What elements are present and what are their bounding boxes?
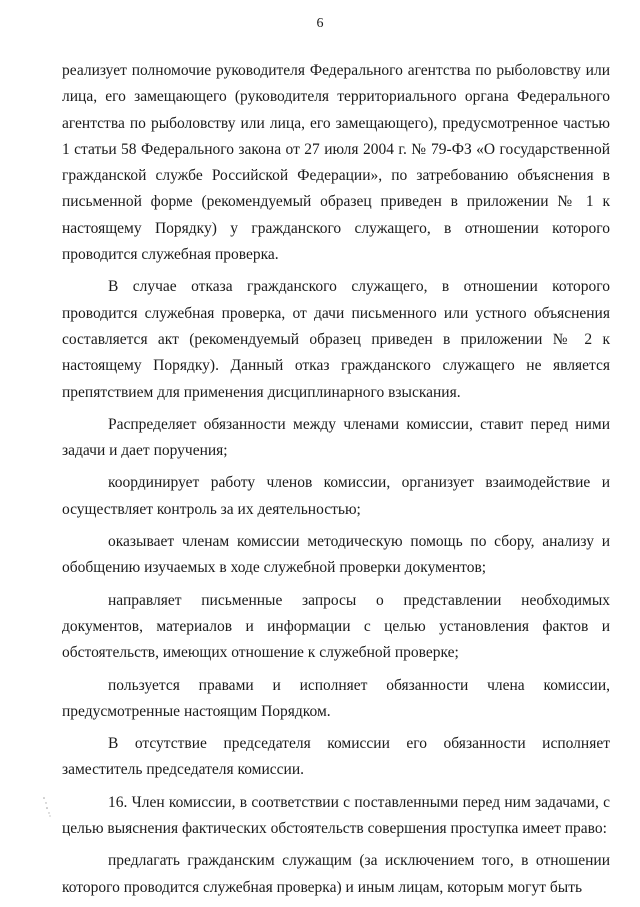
paragraph-propose-to-servants: предлагать гражданским служащим (за исключением того, в отношении которого проводится служебная проверка) и иным лицам, которым могут быть: [62, 852, 610, 896]
paragraph-continuation: реализует полномочие руководителя Федерального агентства по рыболовству или лица, его замещающего (руководителя территориального органа Федерального агентства по рыболовству или лица, его замещающего), предусмотренное частью 1 статьи 58 Федерального закона от 27 июля 2004 г. № 79-ФЗ «О государственной гражданской службе Российской Федерации», по затребованию объяснения в письменной форме (рекомендуемый образец приведен в приложении № 1 к настоящему Порядку) у гражданского служащего, в отношении которого проводится служебная проверка.: [62, 62, 610, 264]
paragraph-item-16: 16. Член комиссии, в соответствии с поставленными перед ним задачами, с целью выяснения фактических обстоятельств совершения проступка имеет право:: [62, 793, 610, 838]
document-body: [62, 58, 610, 907]
scan-artifact-mark: [42, 796, 52, 818]
paragraph-uses-rights: пользуется правами и исполняет обязанности члена комиссии, предусмотренные настоящим Порядком.: [62, 676, 610, 720]
paragraph-written-requests: направляет письменные запросы о представлении необходимых документов, материалов и информации с целью установления фактов и обстоятельств, имеющих отношение к служебной проверке;: [62, 591, 610, 662]
scan-speck-icon: [42, 796, 52, 818]
paragraph-deputy-chair: В отсутствие председателя комиссии его обязанности исполняет заместитель председателя комиссии.: [62, 735, 610, 779]
paragraph-coordinates: координирует работу членов комиссии, организует взаимодействие и осуществляет контроль за их деятельностью;: [62, 474, 610, 518]
paragraph-distributes-duties: Распределяет обязанности между членами комиссии, ставит перед ними задачи и дает поручения;: [62, 415, 610, 460]
paragraph-refusal-act: В случае отказа гражданского служащего, в отношении которого проводится служебная проверка, от дачи письменного или устного объяснения составляется акт (рекомендуемый образец приведен в приложении № 2 к настоящему Порядку). Данный отказ гражданского служащего не является препятствием для применения дисциплинарного взыскания.: [62, 278, 610, 401]
paragraph-methodical-help: оказывает членам комиссии методическую помощь по сбору, анализу и обобщению изучаемых в ходе служебной проверки документов;: [62, 533, 610, 577]
page-number: 6: [316, 16, 324, 31]
